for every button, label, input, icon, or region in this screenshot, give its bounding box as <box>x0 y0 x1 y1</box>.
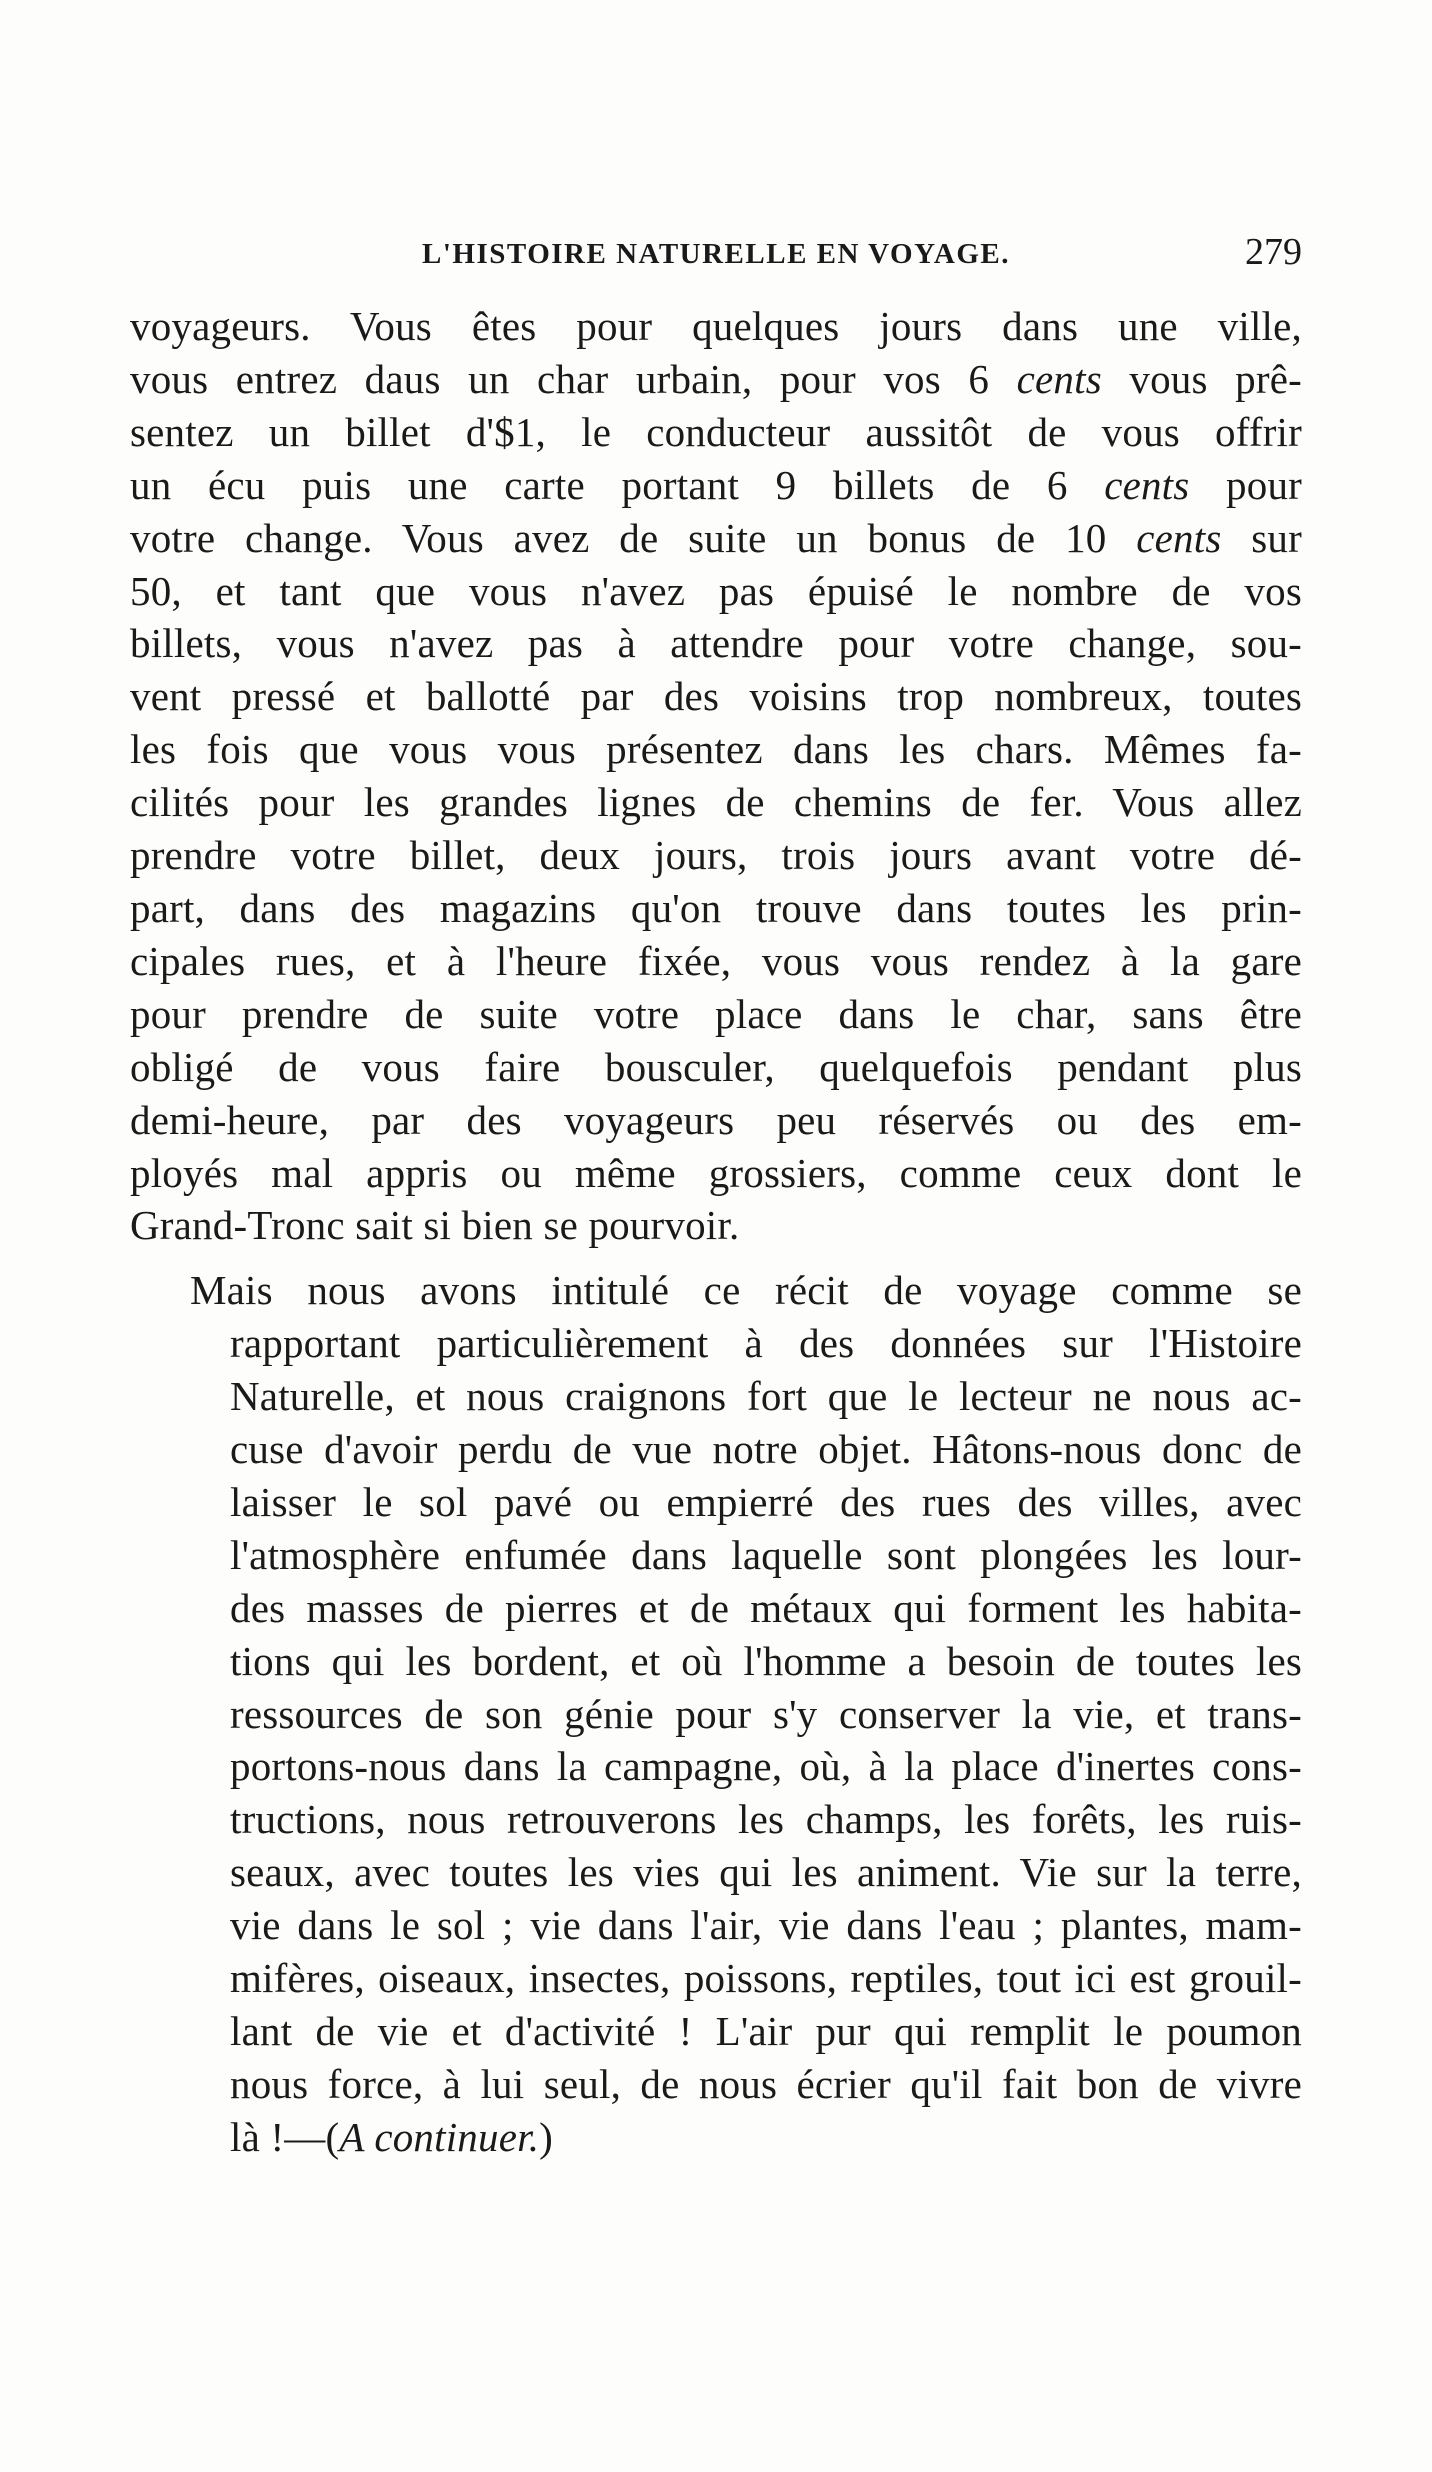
text-line: prendre votre billet, deux jours, trois jours avant votre dé- <box>130 832 1302 879</box>
text-line: ressources de son génie pour s'y conserver la vie, et trans- <box>230 1690 1302 1737</box>
text-line: Grand-Tronc sait si bien se pourvoir. <box>130 1202 740 1249</box>
text-line: nous force, à lui seul, de nous écrier qu'il fait bon de vivre <box>230 2060 1302 2107</box>
text-line: cilités pour les grandes lignes de chemins de fer. Vous allez <box>130 779 1302 826</box>
text-line: Mais nous avons intitulé ce récit de voyage comme se <box>190 1267 1302 1314</box>
text-line: sentez un billet d'$1, le conducteur aussitôt de vous offrir <box>130 408 1302 455</box>
text-line: mifères, oiseaux, insectes, poissons, reptiles, tout ici est grouil- <box>230 1955 1302 2002</box>
text-line: votre change. Vous avez de suite un bonus de 10 cents sur <box>130 514 1302 561</box>
running-title: L'HISTOIRE NATURELLE EN VOYAGE. <box>422 238 1010 270</box>
text-line: ployés mal appris ou même grossiers, comme ceux dont le <box>130 1149 1302 1196</box>
text-line: laisser le sol pavé ou empierré des rues des villes, avec <box>230 1478 1302 1525</box>
text-line: lant de vie et d'activité ! L'air pur qui remplit le poumon <box>230 2008 1302 2054</box>
running-head <box>130 228 1302 284</box>
text-line: pour prendre de suite votre place dans le char, sans être <box>130 990 1302 1037</box>
text-line: vie dans le sol ; vie dans l'air, vie dans l'eau ; plantes, mam- <box>230 1902 1302 1949</box>
text-line: portons-nous dans la campagne, où, à la place d'inertes cons- <box>230 1743 1302 1790</box>
text-line: là !—(A continuer.) <box>230 2113 554 2160</box>
text-line: vous entrez daus un char urbain, pour vos 6 cents vous prê- <box>130 355 1302 402</box>
text-line: vent pressé et ballotté par des voisins trop nombreux, toutes <box>130 673 1302 720</box>
text-line: obligé de vous faire bousculer, quelquefois pendant plus <box>130 1043 1302 1090</box>
text-line: 50, et tant que vous n'avez pas épuisé le nombre de vos <box>130 567 1302 614</box>
text-line: demi-heure, par des voyageurs peu réservés ou des em- <box>130 1096 1302 1143</box>
paragraph-1 <box>130 300 1302 1252</box>
text-line: rapportant particulièrement à des données sur l'Histoire <box>230 1320 1302 1367</box>
paragraph-2 <box>130 1264 1302 2163</box>
text-line: Naturelle, et nous craignons fort que le lecteur ne nous ac- <box>230 1373 1302 1420</box>
text-line: l'atmosphère enfumée dans laquelle sont plongées les lour- <box>230 1531 1302 1578</box>
text-line: des masses de pierres et de métaux qui forment les habita- <box>230 1584 1302 1631</box>
text-line: cuse d'avoir perdu de vue notre objet. Hâtons-nous donc de <box>230 1426 1302 1473</box>
text-line: un écu puis une carte portant 9 billets de 6 cents pour <box>130 461 1302 508</box>
page-number: 279 <box>1245 231 1302 273</box>
text-line: cipales rues, et à l'heure fixée, vous vous rendez à la gare <box>130 937 1302 984</box>
text-line: seaux, avec toutes les vies qui les animent. Vie sur la terre, <box>230 1849 1302 1896</box>
text-line: voyageurs. Vous êtes pour quelques jours dans une ville, <box>130 303 1302 349</box>
text-line: tions qui les bordent, et où l'homme a besoin de toutes les <box>230 1637 1302 1684</box>
text-line: billets, vous n'avez pas à attendre pour votre change, sou- <box>130 620 1302 667</box>
text-line: les fois que vous vous présentez dans les chars. Mêmes fa- <box>130 726 1302 773</box>
text-line: part, dans des magazins qu'on trouve dans toutes les prin- <box>130 884 1302 931</box>
text-line: tructions, nous retrouverons les champs, les forêts, les ruis- <box>230 1796 1302 1843</box>
body-text <box>130 300 1302 2164</box>
